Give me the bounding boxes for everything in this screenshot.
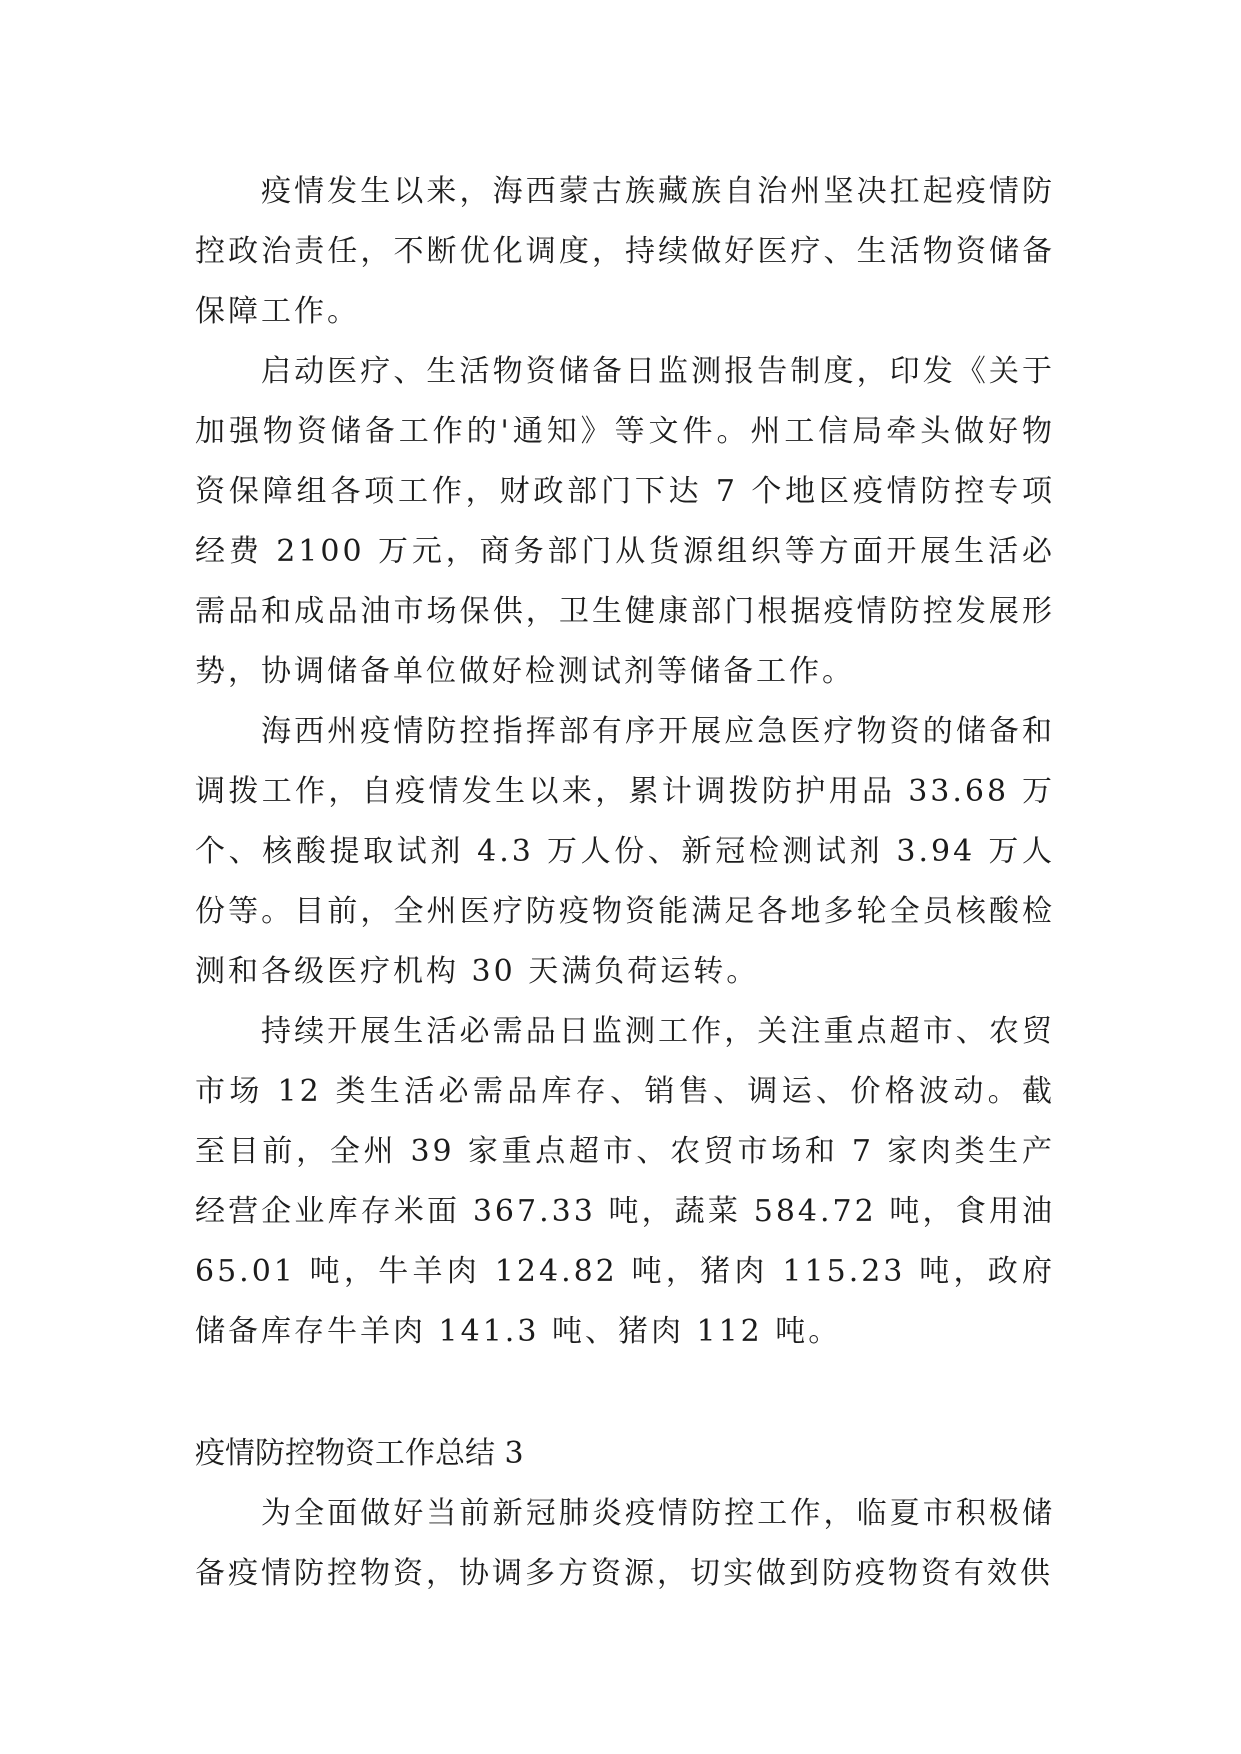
document-body (195, 162, 1055, 1604)
paragraph: 海西州疫情防控指挥部有序开展应急医疗物资的储备和调拨工作，自疫情发生以来，累计调拨防护用品 33.68 万个、核酸提取试剂 4.3 万人份、新冠检测试剂 3.94 万人份等。目前，全州医疗防疫物资能满足各地多轮全员核酸检测和各级医疗机构 30 天满负荷运转。 (195, 714, 1055, 989)
section-heading: 疫情防控物资工作总结 3 (195, 1436, 524, 1471)
paragraph: 启动医疗、生活物资储备日监测报告制度，印发《关于加强物资储备工作的'通知》等文件。州工信局牵头做好物资保障组各项工作，财政部门下达 7 个地区疫情防控专项经费 2100 万元，商务部门从货源组织等方面开展生活必需品和成品油市场保供，卫生健康部门根据疫情防控发展形势，协调储备单位做好检测试剂等储备工作。 (195, 354, 1055, 689)
paragraph: 为全面做好当前新冠肺炎疫情防控工作，临夏市积极储备疫情防控物资，协调多方资源，切实做到防疫物资有效供 (195, 1496, 1055, 1591)
paragraph: 疫情发生以来，海西蒙古族藏族自治州坚决扛起疫情防控政治责任，不断优化调度，持续做好医疗、生活物资储备保障工作。 (195, 174, 1055, 329)
paragraph: 持续开展生活必需品日监测工作，关注重点超市、农贸市场 12 类生活必需品库存、销售、调运、价格波动。截至目前，全州 39 家重点超市、农贸市场和 7 家肉类生产经营企业库存米面 367.33 吨，蔬菜 584.72 吨，食用油 65.01 吨，牛羊肉 124.82 吨，猪肉 115.23 吨，政府储备库存牛羊肉 141.3 吨、猪肉 112 吨。 (195, 1014, 1055, 1349)
